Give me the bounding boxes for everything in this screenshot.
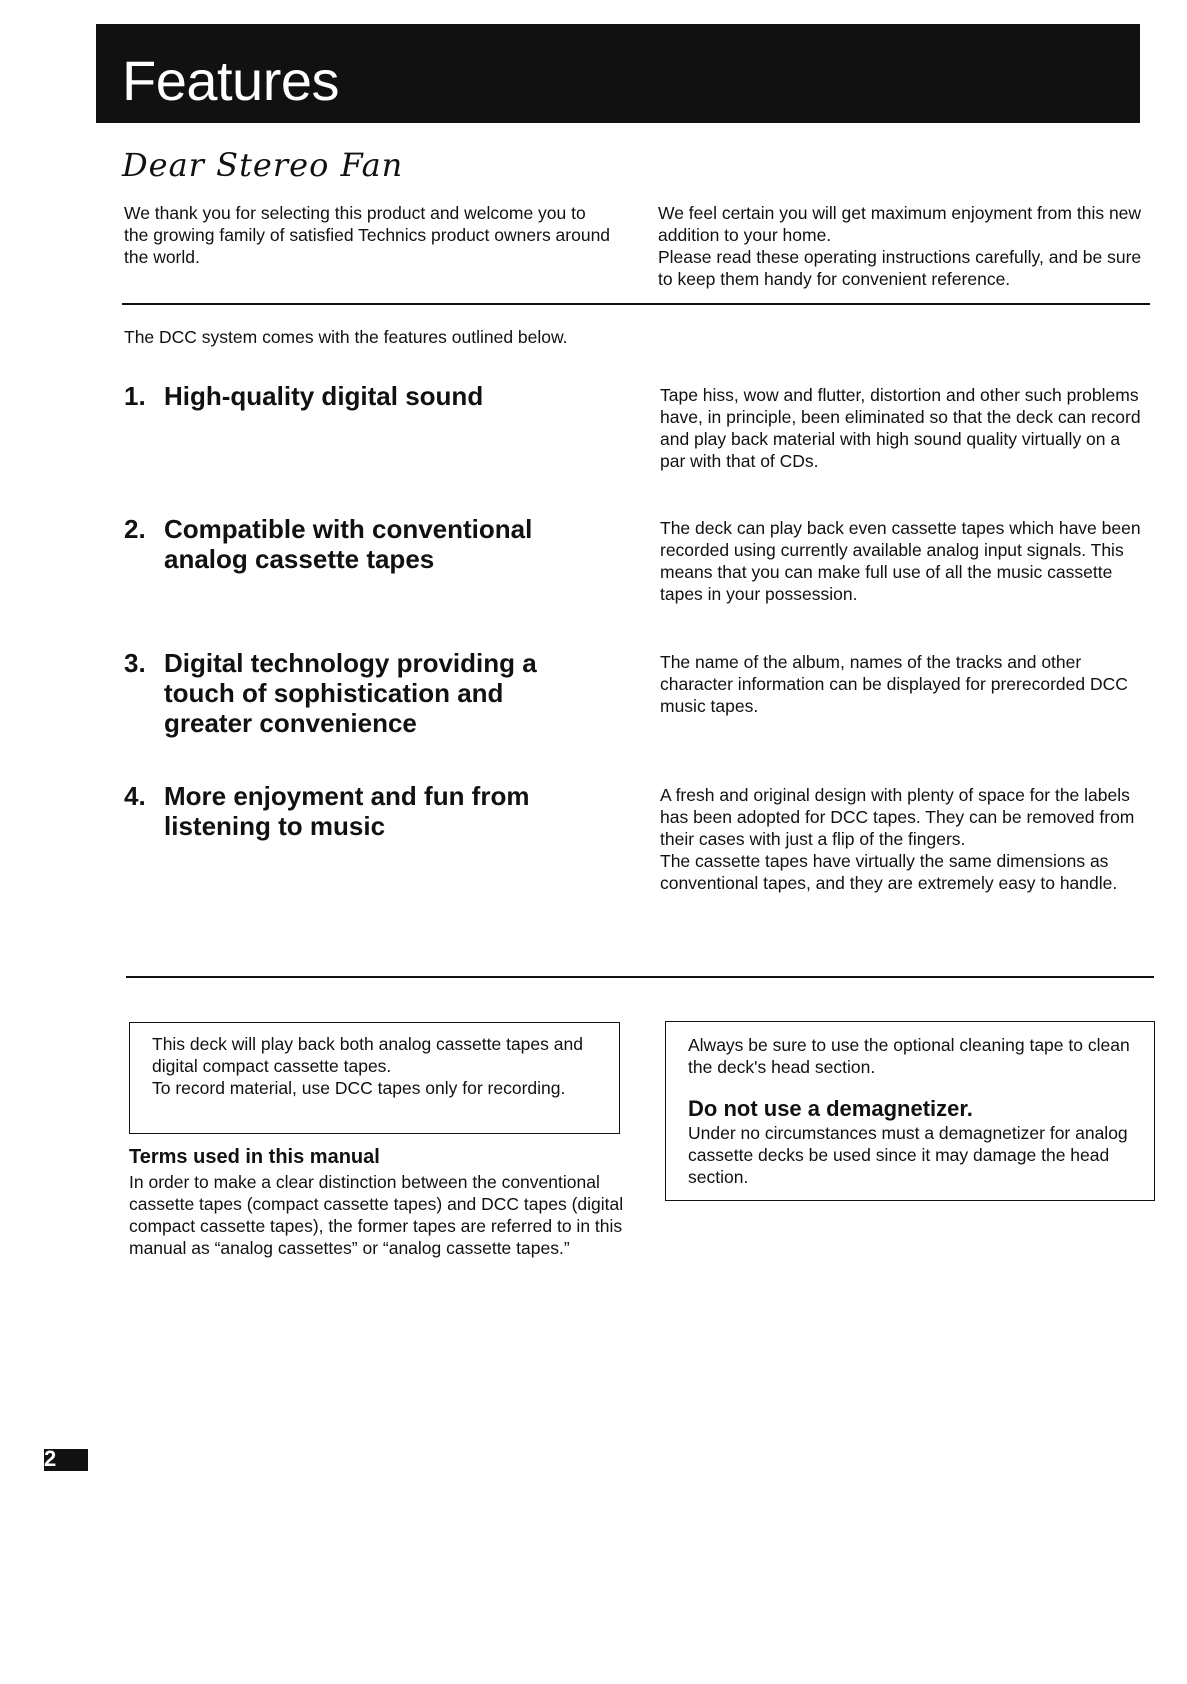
feature-3-title: [124, 648, 584, 738]
features-lead-text: The DCC system comes with the features outlined below.: [124, 327, 568, 347]
feature-2-title: [124, 514, 584, 574]
page-title: Features: [122, 49, 339, 112]
playback-note-line-1: This deck will play back both analog cassette tapes and digital compact cassette tapes.: [152, 1034, 583, 1076]
feature-4-description-2: The cassette tapes have virtually the same dimensions as conventional tapes, and they are extremely easy to handle.: [660, 851, 1118, 893]
feature-3-description: The name of the album, names of the tracks and other character information can be displayed for prerecorded DCC music tapes.: [660, 652, 1128, 716]
feature-2-heading: Compatible with conventional analog cassette tapes: [164, 514, 533, 574]
demagnetizer-warning-title: Do not use a demagnetizer.: [688, 1096, 973, 1121]
cleaning-warning-box: [665, 1021, 1155, 1201]
feature-1-heading: High-quality digital sound: [164, 381, 484, 411]
feature-4-title: [124, 781, 584, 841]
feature-4-description-1: A fresh and original design with plenty of space for the labels has been adopted for DCC tapes. They can be removed from their cases with just a flip of the fingers.: [660, 785, 1135, 849]
salutation: Dear Stereo Fan: [122, 146, 404, 184]
demagnetizer-warning-body: Under no circumstances must a demagnetizer for analog cassette decks be used since it may damage the head section.: [688, 1123, 1128, 1187]
terms-body: In order to make a clear distinction between the conventional cassette tapes (compact cassette tapes) and DCC tapes (digital compact cassette tapes), the former tapes are referred to in this manual as “analog cassettes” or “analog cassette tapes.”: [129, 1172, 624, 1258]
feature-2-description: The deck can play back even cassette tapes which have been recorded using currently available analog input signals. This means that you can make full use of all the music cassette tapes in your possession.: [660, 518, 1141, 604]
feature-4-heading: More enjoyment and fun from listening to music: [164, 781, 530, 841]
intro-left-text: We thank you for selecting this product and welcome you to the growing family of satisfied Technics product owners around the world.: [124, 203, 611, 267]
feature-2-number: 2.: [124, 514, 146, 544]
intro-right-line-2: Please read these operating instructions carefully, and be sure to keep them handy for convenient reference.: [658, 247, 1142, 289]
header-bar: [96, 24, 1140, 123]
feature-3-number: 3.: [124, 648, 146, 678]
feature-4-description: [660, 784, 1150, 894]
playback-note-box: [129, 1022, 620, 1134]
cleaning-tape-note: Always be sure to use the optional cleaning tape to clean the deck's head section.: [688, 1035, 1130, 1077]
terms-heading: Terms used in this manual: [129, 1146, 380, 1168]
playback-note-line-2: To record material, use DCC tapes only for recording.: [152, 1078, 566, 1098]
feature-1-number: 1.: [124, 381, 146, 411]
feature-4-number: 4.: [124, 781, 146, 811]
feature-3-heading: Digital technology providing a touch of sophistication and greater convenience: [164, 648, 537, 738]
features-divider: [126, 976, 1154, 978]
intro-divider: [122, 303, 1150, 305]
intro-right-text: [658, 202, 1148, 290]
page-number: 2: [44, 1446, 57, 1471]
feature-1-title: [124, 381, 584, 411]
feature-1-description: Tape hiss, wow and flutter, distortion and other such problems have, in principle, been eliminated so that the deck can record and play back material with high sound quality virtually on a par with that of CDs.: [660, 385, 1141, 471]
intro-right-line-1: We feel certain you will get maximum enjoyment from this new addition to your home.: [658, 203, 1142, 245]
